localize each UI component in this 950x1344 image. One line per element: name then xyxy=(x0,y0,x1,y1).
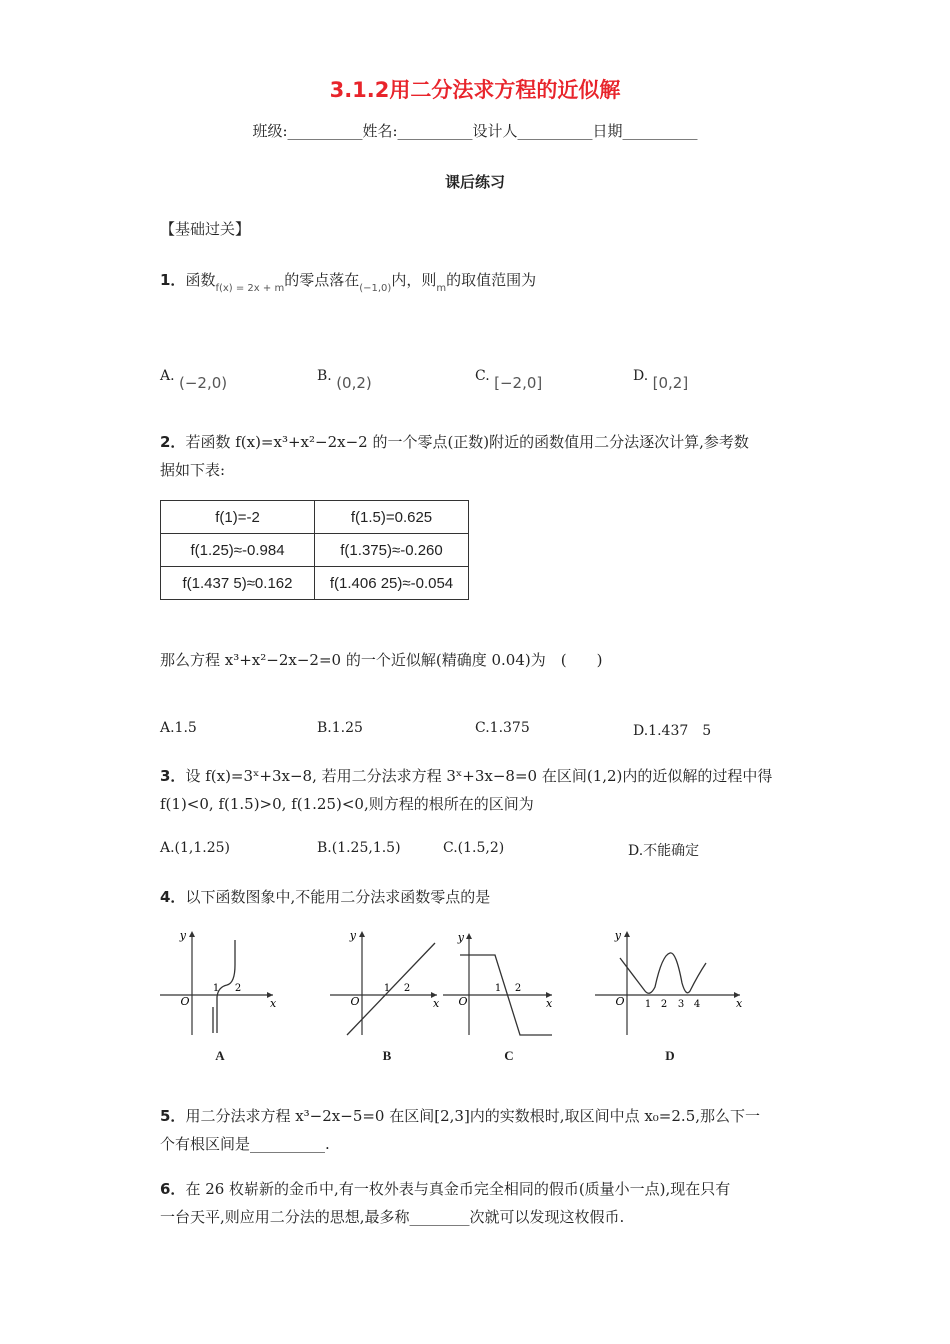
student-info-line: 班级:__________姓名:__________设计人__________日期__________ xyxy=(252,122,698,140)
q2-option-b: B.1.25 xyxy=(317,720,363,736)
q1-text-3: 内，则 xyxy=(391,271,437,289)
level-tag: 【基础过关】 xyxy=(160,220,251,238)
origin-label: O xyxy=(458,995,468,1008)
table-cell: f(1.375)≈-0.260 xyxy=(315,534,469,567)
q3-option-d: D.不能确定 xyxy=(628,843,700,859)
tick-label: 1 xyxy=(212,983,220,994)
question-number: 2． xyxy=(160,433,186,451)
q3-option-c: C.(1.5,2) xyxy=(443,840,505,856)
y-axis-label: y xyxy=(457,931,464,944)
q6-line-1: 在 26 枚崭新的金币中,有一枚外表与真金币完全相同的假币(质量小一点),现在只有 xyxy=(185,1180,731,1198)
q2-line-1: 若函数 f(x)=x³+x²−2x−2 的一个零点(正数)附近的函数值用二分法逐次计算,参考数 xyxy=(185,433,749,451)
q2-value-table xyxy=(160,500,469,600)
question-6 xyxy=(160,1175,800,1231)
question-number: 5． xyxy=(160,1107,186,1125)
q2-option-a: A.1.5 xyxy=(160,720,197,736)
graph-b xyxy=(325,925,450,1045)
q2-line-2: 据如下表: xyxy=(160,461,226,479)
q1-text-2: 的零点落在 xyxy=(284,271,360,289)
graph-c-caption: C xyxy=(504,1048,514,1063)
origin-label: O xyxy=(180,995,190,1008)
table-row xyxy=(161,567,469,600)
q2-option-c: C.1.375 xyxy=(475,720,530,736)
graph-c xyxy=(440,925,565,1045)
q2-option-d: D.1.437 5 xyxy=(633,723,712,739)
y-axis-label: y xyxy=(179,929,186,942)
tick-label: 2 xyxy=(403,983,411,994)
question-1 xyxy=(160,266,800,303)
q3-option-b: B.(1.25,1.5) xyxy=(317,840,401,856)
table-cell: f(1.406 25)≈-0.054 xyxy=(315,567,469,600)
x-axis-label: x xyxy=(736,997,743,1010)
table-row xyxy=(161,501,469,534)
tick-label: 2 xyxy=(234,983,242,994)
q1-function: f(x) = 2x + m xyxy=(215,283,285,294)
y-axis-label: y xyxy=(614,929,621,942)
x-axis-label: x xyxy=(546,997,553,1010)
q1-option-c: C. [−2,0] xyxy=(475,368,543,392)
question-2 xyxy=(160,428,800,484)
table-cell: f(1.5)=0.625 xyxy=(315,501,469,534)
q3-line-2: f(1)<0, f(1.5)>0, f(1.25)<0,则方程的根所在的区间为 xyxy=(160,795,534,813)
graph-d-caption: D xyxy=(665,1048,675,1063)
y-axis-label: y xyxy=(349,929,356,942)
origin-label: O xyxy=(350,995,360,1008)
tick-label: 3 xyxy=(677,999,685,1010)
q2-question: 那么方程 x³+x²−2x−2=0 的一个近似解(精确度 0.04)为 ( ) xyxy=(160,651,603,669)
section-heading: 课后练习 xyxy=(444,173,505,191)
question-number: 4． xyxy=(160,888,186,906)
table-cell: f(1.25)≈-0.984 xyxy=(161,534,315,567)
q1-interval: (−1,0) xyxy=(359,283,392,294)
tick-label: 4 xyxy=(693,999,701,1010)
q3-option-a: A.(1,1.25) xyxy=(160,840,231,856)
q1-option-d: D. [0,2] xyxy=(633,368,689,392)
tick-label: 1 xyxy=(494,983,502,994)
table-cell: f(1)=-2 xyxy=(161,501,315,534)
question-number: 3． xyxy=(160,767,186,785)
q5-line-2: 个有根区间是__________. xyxy=(160,1135,330,1153)
origin-label: O xyxy=(615,995,625,1008)
graph-a xyxy=(155,925,285,1045)
graph-a-caption: A xyxy=(215,1048,225,1063)
tick-label: 2 xyxy=(514,983,522,994)
q4-text: 以下函数图象中,不能用二分法求函数零点的是 xyxy=(185,888,491,906)
question-4 xyxy=(160,883,800,911)
q1-param: m xyxy=(436,283,447,294)
question-3 xyxy=(160,762,800,818)
question-number: 1． xyxy=(160,271,186,289)
question-5 xyxy=(160,1102,800,1158)
q1-option-a: A. (−2,0) xyxy=(160,368,228,392)
graph-d xyxy=(590,925,750,1045)
table-row xyxy=(161,534,469,567)
q3-line-1: 设 f(x)=3ˣ+3x−8, 若用二分法求方程 3ˣ+3x−8=0 在区间(1,2)内的近似解的过程中得 xyxy=(185,767,773,785)
table-cell: f(1.437 5)≈0.162 xyxy=(161,567,315,600)
x-axis-label: x xyxy=(433,997,440,1010)
tick-label: 1 xyxy=(383,983,391,994)
x-axis-label: x xyxy=(270,997,277,1010)
q1-text-4: 的取值范围为 xyxy=(446,271,537,289)
q6-line-2: 一台天平,则应用二分法的思想,最多称________次就可以发现这枚假币. xyxy=(160,1208,625,1226)
tick-label: 2 xyxy=(660,999,668,1010)
graph-b-caption: B xyxy=(382,1048,392,1063)
q5-line-1: 用二分法求方程 x³−2x−5=0 在区间[2,3]内的实数根时,取区间中点 x₀=2.5,那么下一 xyxy=(185,1107,761,1125)
question-number: 6． xyxy=(160,1180,186,1198)
tick-label: 1 xyxy=(644,999,652,1010)
page-title: 3.1.2用二分法求方程的近似解 xyxy=(329,78,621,102)
q1-text-1: 函数 xyxy=(185,271,216,289)
q1-option-b: B. (0,2) xyxy=(317,368,372,392)
